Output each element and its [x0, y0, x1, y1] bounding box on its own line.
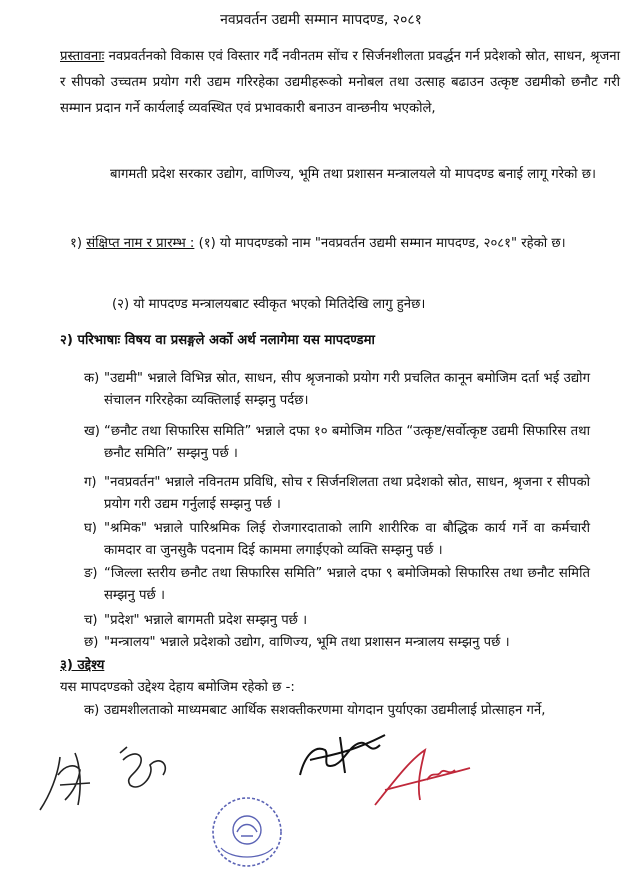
section-1-clause-1: (१) यो मापदण्डको नाम "नवप्रवर्तन उद्यमी सम्मान मापदण्ड, २०८१" रहेको छ। [198, 236, 566, 251]
section-1-clause-2: (२) यो मापदण्ड मन्त्रालयबाट स्वीकृत भएको मितिदेखि लागु हुनेछ। [112, 297, 426, 312]
preamble-label: प्रस्तावनाः [60, 49, 105, 64]
definition-text: "नवप्रवर्तन" भन्नाले नविनतम प्रविधि, सोच र सिर्जनशिलता तथा प्रदेशको स्रोत, साधन, श्रृजना र सीपको प्रयोग गरी उद्यम गर्नुलाई सम्झनु पर्छ । [104, 475, 590, 512]
definition-label: क) [84, 371, 100, 386]
signature-4 [365, 740, 475, 815]
definition-chha [84, 632, 614, 654]
section-1 [60, 231, 620, 256]
definition-label: घ) [84, 521, 97, 536]
definition-text: “जिल्ला स्तरीय छनौट तथा सिफारिस समिति” भन्नाले दफा ९ बमोजिमको सिफारिस तथा छनौट समिति सम्झनु पर्छ । [104, 566, 590, 603]
definition-text: "श्रमिक" भन्नाले पारिश्रमिक लिई रोजगारदाताको लागि शारीरिक वा बौद्धिक कार्य गर्ने वा कर्मचारी कामदार वा जुनसुकै पदनाम दिई काममा लगाईएको व्यक्ति सम्झनु पर्छ । [104, 521, 590, 558]
objective-ka [84, 700, 584, 722]
office-seal [207, 792, 287, 872]
definition-text: "प्रदेश" भन्नाले बागमती प्रदेश सम्झनु पर्छ । [104, 613, 308, 628]
definition-text: "मन्त्रालय" भन्नाले प्रदेशको उद्योग, वाणिज्य, भूमि तथा प्रशासन मन्त्रालय सम्झनु पर्छ । [104, 635, 510, 650]
definition-label: ख) [84, 424, 100, 439]
definition-label: ग) [84, 475, 97, 490]
definition-ga [84, 472, 590, 516]
definition-label: च) [84, 613, 98, 628]
preamble [60, 44, 620, 122]
preamble-text: नवप्रवर्तनको विकास एवं विस्तार गर्दै नवीनतम सोंच र सिर्जनशीलता प्रवर्द्धन गर्न प्रदेशको स्रोत, साधन, श्रृजना र सीपको उच्चतम प्रयोग गरी उद्यम गरिरहेका उद्यमीहरूको मनोबल तथा उत्साह बढाउन उत्कृष्ट उद्यमीको छनौट गरी सम्मान प्रदान गर्ने कार्यलाई व्यवस्थित एवं प्रभावकारी बनाउन वान्छनीय भएकोले, [60, 49, 620, 116]
definition-kha [84, 421, 590, 465]
document-title: नवप्रवर्तन उद्यमी सम्मान मापदण्ड, २०८१ [220, 12, 422, 28]
definition-nga [84, 563, 590, 607]
section-1-number: १) [70, 236, 83, 251]
definition-gha [84, 518, 590, 562]
objective-text: उद्यमशीलताको माध्यमबाट आर्थिक सशक्तीकरणमा योगदान पुर्याएका उद्यमीलाई प्रोत्साहन गर्ने, [104, 703, 546, 718]
section-2-heading: २) परिभाषाः विषय वा प्रसङ्गले अर्को अर्थ नलागेमा यस मापदण्डमा [60, 333, 375, 348]
definition-label: छ) [84, 635, 99, 650]
definition-text: "उद्यमी" भन्नाले विभिन्न स्रोत, साधन, सीप श्रृजनाको प्रयोग गरी प्रचलित कानून बमोजिम दर्ता भई उद्योग संचालन गरिरहेका व्यक्तिलाई सम्झनु पर्दछ। [104, 371, 590, 408]
enactment-text: बागमती प्रदेश सरकार उद्योग, वाणिज्य, भूमि तथा प्रशासन मन्त्रालयले यो मापदण्ड बनाई लागू गरेको छ। [110, 167, 596, 182]
definition-cha [84, 610, 590, 632]
objective-label: क) [84, 703, 100, 718]
definition-label: ङ) [84, 566, 98, 581]
signature-2 [115, 745, 175, 795]
section-1-heading: संक्षिप्त नाम र प्रारम्भ : [86, 236, 195, 251]
section-3-intro: यस मापदण्डको उद्देश्य देहाय बमोजिम रहेको छ -: [60, 680, 295, 695]
definition-text: “छनौट तथा सिफारिस समिति” भन्नाले दफा १० बमोजिम गठित “उत्कृष्ट/सर्वोत्कृष्ट उद्यमी सिफारिस तथा छनौट समिति” सम्झनु पर्छ । [104, 424, 590, 461]
section-3-heading: ३) उद्देश्य [60, 658, 105, 673]
signature-1 [30, 745, 100, 820]
definition-ka [84, 368, 590, 412]
